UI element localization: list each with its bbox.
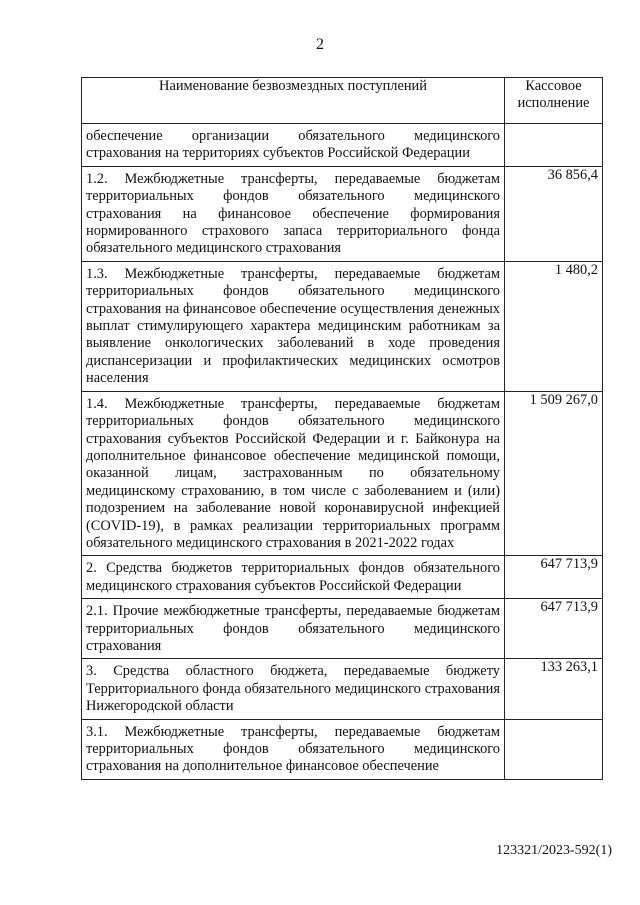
table-header-row xyxy=(82,78,603,124)
column-header-execution: Кассовое исполнение xyxy=(505,78,603,124)
table-row xyxy=(82,719,603,779)
table-row xyxy=(82,391,603,556)
row-value: 647 713,9 xyxy=(505,556,603,599)
row-value xyxy=(505,719,603,779)
document-code: 123321/2023-592(1) xyxy=(496,843,612,858)
table-row xyxy=(82,659,603,719)
row-name: 1.4. Межбюджетные трансферты, передаваемые бюджетам территориальных фондов обязательного медицинского страхования субъектов Российской Федерации и г. Байконура на дополнительное финансовое обеспечение медицинской помощи, оказанной лицам, застрахованным по обязательному медицинскому страхованию, в том числе с заболеванием и (или) подозрением на заболевание новой коронавирусной инфекцией (COVID-19), в рамках реализации территориальных программ обязательного медицинского страхования в 2021-2022 годах xyxy=(82,391,505,556)
row-name: 2. Средства бюджетов территориальных фондов обязательного медицинского страхования субъектов Российской Федерации xyxy=(82,556,505,599)
table-row xyxy=(82,261,603,391)
page-number: 2 xyxy=(316,36,324,53)
row-name: 1.3. Межбюджетные трансферты, передаваемые бюджетам территориальных фондов обязательного медицинского страхования на финансовое обеспечение осуществления денежных выплат стимулирующего характера медицинским работникам за выявление онкологических заболеваний в ходе проведения диспансеризации и профилактических медицинских осмотров населения xyxy=(82,261,505,391)
row-value: 133 263,1 xyxy=(505,659,603,719)
row-value: 1 480,2 xyxy=(505,261,603,391)
row-name: 2.1. Прочие межбюджетные трансферты, передаваемые бюджетам территориальных фондов обязательного медицинского страхования xyxy=(82,599,505,659)
row-name: 3. Средства областного бюджета, передаваемые бюджету Территориального фонда обязательного медицинского страхования Нижегородской области xyxy=(82,659,505,719)
row-value: 36 856,4 xyxy=(505,166,603,261)
row-name: 1.2. Межбюджетные трансферты, передаваемые бюджетам территориальных фондов обязательного медицинского страхования на финансовое обеспечение формирования нормированного страхового запаса территориального фонда обязательного медицинского страхования xyxy=(82,166,505,261)
row-value: 647 713,9 xyxy=(505,599,603,659)
row-name: обеспечение организации обязательного медицинского страхования на территориях субъектов Российской Федерации xyxy=(82,124,505,167)
revenue-table xyxy=(81,77,603,780)
table-row xyxy=(82,166,603,261)
table-row xyxy=(82,599,603,659)
table-row xyxy=(82,556,603,599)
row-name: 3.1. Межбюджетные трансферты, передаваемые бюджетам территориальных фондов обязательного медицинского страхования на дополнительное финансовое обеспечение xyxy=(82,719,505,779)
column-header-name: Наименование безвозмездных поступлений xyxy=(82,78,505,124)
row-value: 1 509 267,0 xyxy=(505,391,603,556)
table-row xyxy=(82,124,603,167)
row-value xyxy=(505,124,603,167)
